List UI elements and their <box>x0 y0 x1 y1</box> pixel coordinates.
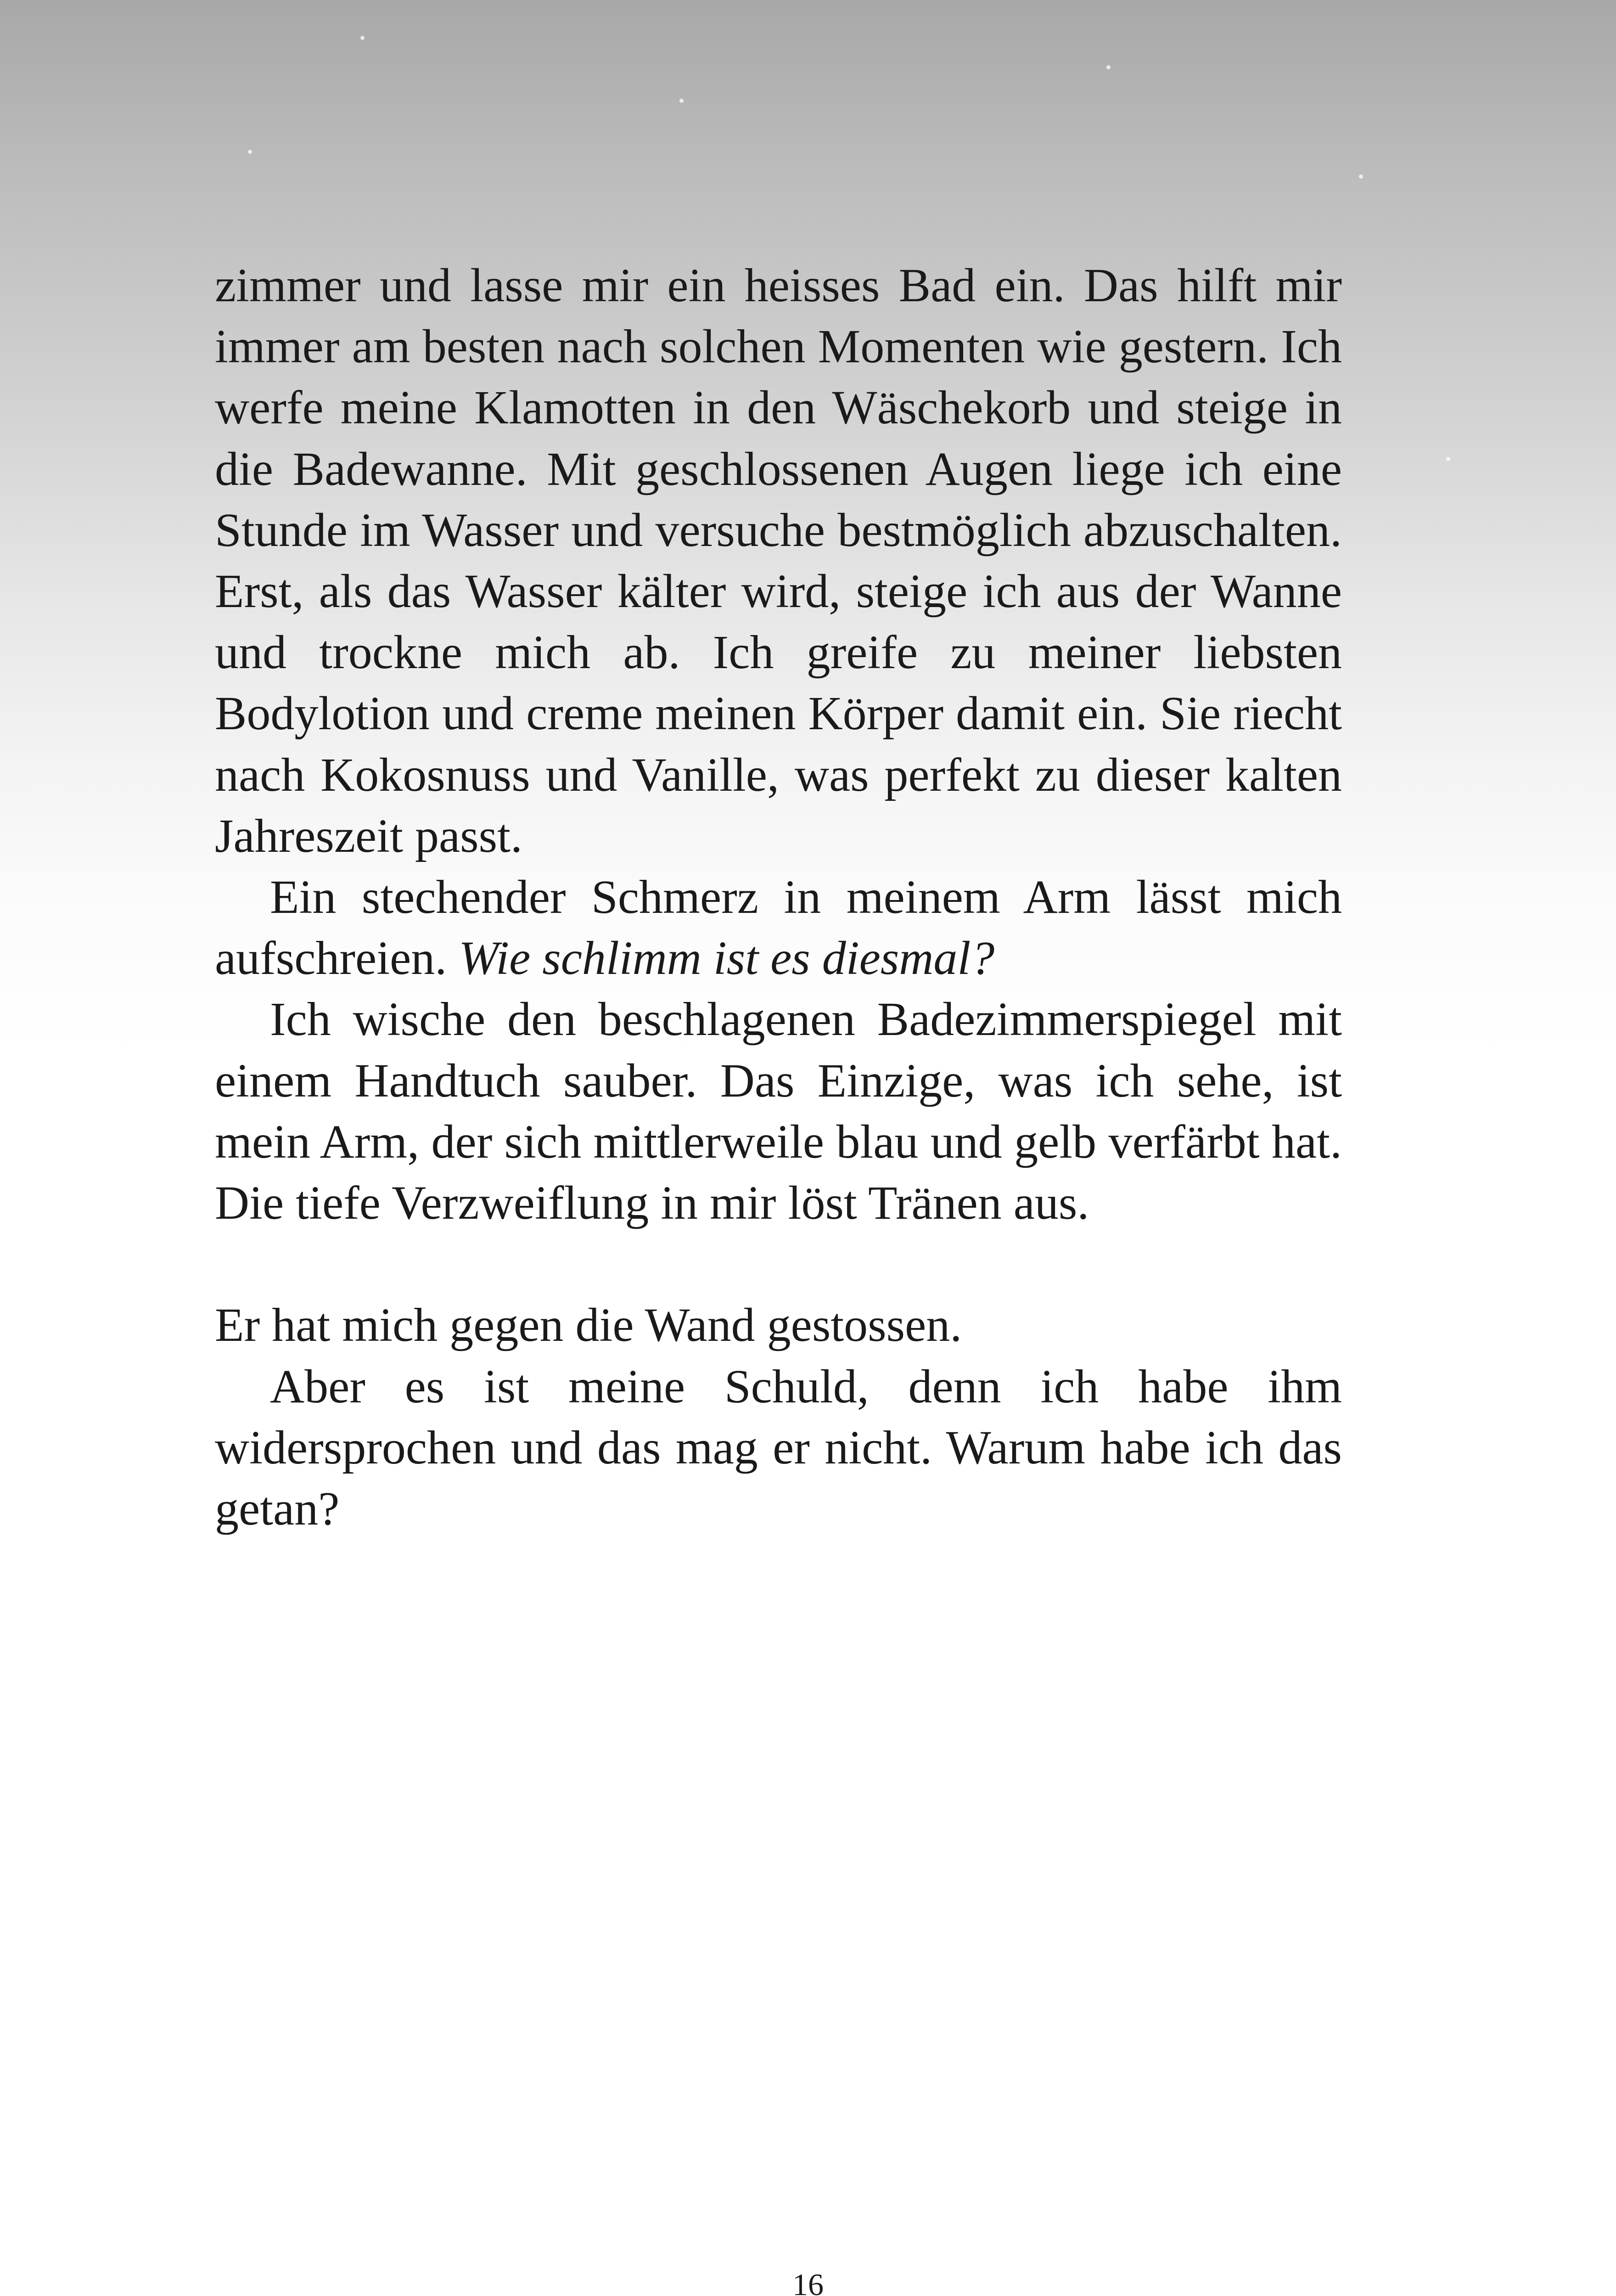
paragraph: Ich wische den beschlagenen Badezimmerspiegel mit einem Handtuch sauber. Das Einzige, was ich sehe, ist mein Arm, der sich mittlerweile blau und gelb verfärbt hat. Die tiefe Verzweiflung in mir löst Tränen aus. <box>215 993 1342 1230</box>
star-decoration <box>679 99 684 103</box>
italic-thought: Wie schlimm ist es diesmal? <box>459 932 995 985</box>
star-decoration <box>248 150 252 154</box>
paragraph-text: Ein stechender Schmerz in meinem Arm lässt mich aufschreien. <box>215 871 1342 985</box>
section-gap <box>215 1233 1342 1294</box>
paragraph: Aber es ist meine Schuld, denn ich habe ihm widersprochen und das mag er nicht. Warum habe ich das getan? <box>215 1360 1342 1536</box>
star-decoration <box>1359 174 1363 179</box>
page-number: 16 <box>792 2267 824 2296</box>
star-decoration <box>360 36 365 40</box>
star-decoration <box>1446 457 1450 461</box>
body-text <box>215 255 1342 1539</box>
paragraph <box>215 867 1342 989</box>
paragraph: Er hat mich gegen die Wand gestossen. <box>215 1299 962 1352</box>
paragraph: zimmer und lasse mir ein heisses Bad ein. Das hilft mir immer am besten nach solchen Momenten wie gestern. Ich werfe meine Klamotten in den Wäschekorb und steige in die Badewanne. Mit geschlossenen Augen liege ich eine Stunde im Wasser und versuche bestmöglich abzuschalten. Erst, als das Wasser kälter wird, steige ich aus der Wanne und trockne mich ab. Ich greife zu meiner liebsten Bodylotion und creme meinen Körper damit ein. Sie riecht nach Kokosnuss und Vanille, was perfekt zu dieser kalten Jahreszeit passt. <box>215 259 1342 862</box>
star-decoration <box>1106 65 1111 69</box>
